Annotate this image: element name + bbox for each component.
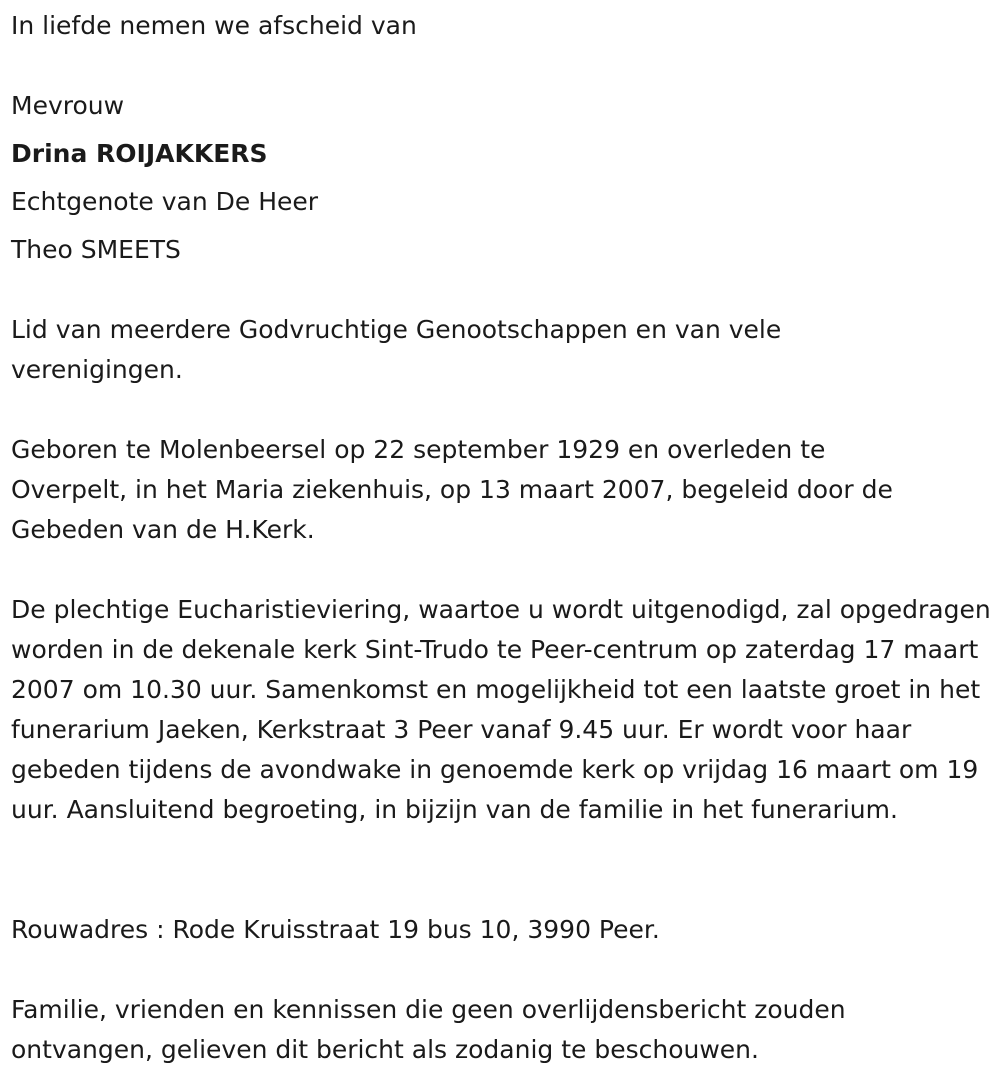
- memberships-paragraph: Lid van meerdere Godvruchtige Genootschappen en van vele verenigingen.: [11, 315, 782, 384]
- deceased-name: Drina ROIJAKKERS: [11, 139, 268, 168]
- spouse-relation: Echtgenote van De Heer: [11, 187, 319, 216]
- birth-death-paragraph: Geboren te Molenbeersel op 22 september 1929 en overleden te Overpelt, in het Maria ziekenhuis, op 13 maart 2007, begeleid door de Gebeden van de H.Kerk.: [11, 435, 893, 544]
- ceremony-paragraph: De plechtige Eucharistieviering, waartoe u wordt uitgenodigd, zal opgedragen worden in de dekenale kerk Sint-Trudo te Peer-centrum op zaterdag 17 maart 2007 om 10.30 uur. Samenkomst en mogelijkheid tot een laatste groet in het funerarium Jaeken, Kerkstraat 3 Peer vanaf 9.45 uur. Er wordt voor haar gebeden tijdens de avondwake in genoemde kerk op vrijdag 16 maart om 19 uur. Aansluitend begroeting, in bijzijn van de familie in het funerarium.: [11, 595, 991, 824]
- address-line: Rouwadres : Rode Kruisstraat 19 bus 10, 3990 Peer.: [11, 915, 660, 944]
- salutation: Mevrouw: [11, 91, 125, 120]
- closing-paragraph: Familie, vrienden en kennissen die geen overlijdensbericht zouden ontvangen, gelieven dit bericht als zodanig te beschouwen.: [11, 995, 846, 1064]
- spouse-name: Theo SMEETS: [11, 235, 181, 264]
- intro-line: In liefde nemen we afscheid van: [11, 11, 417, 40]
